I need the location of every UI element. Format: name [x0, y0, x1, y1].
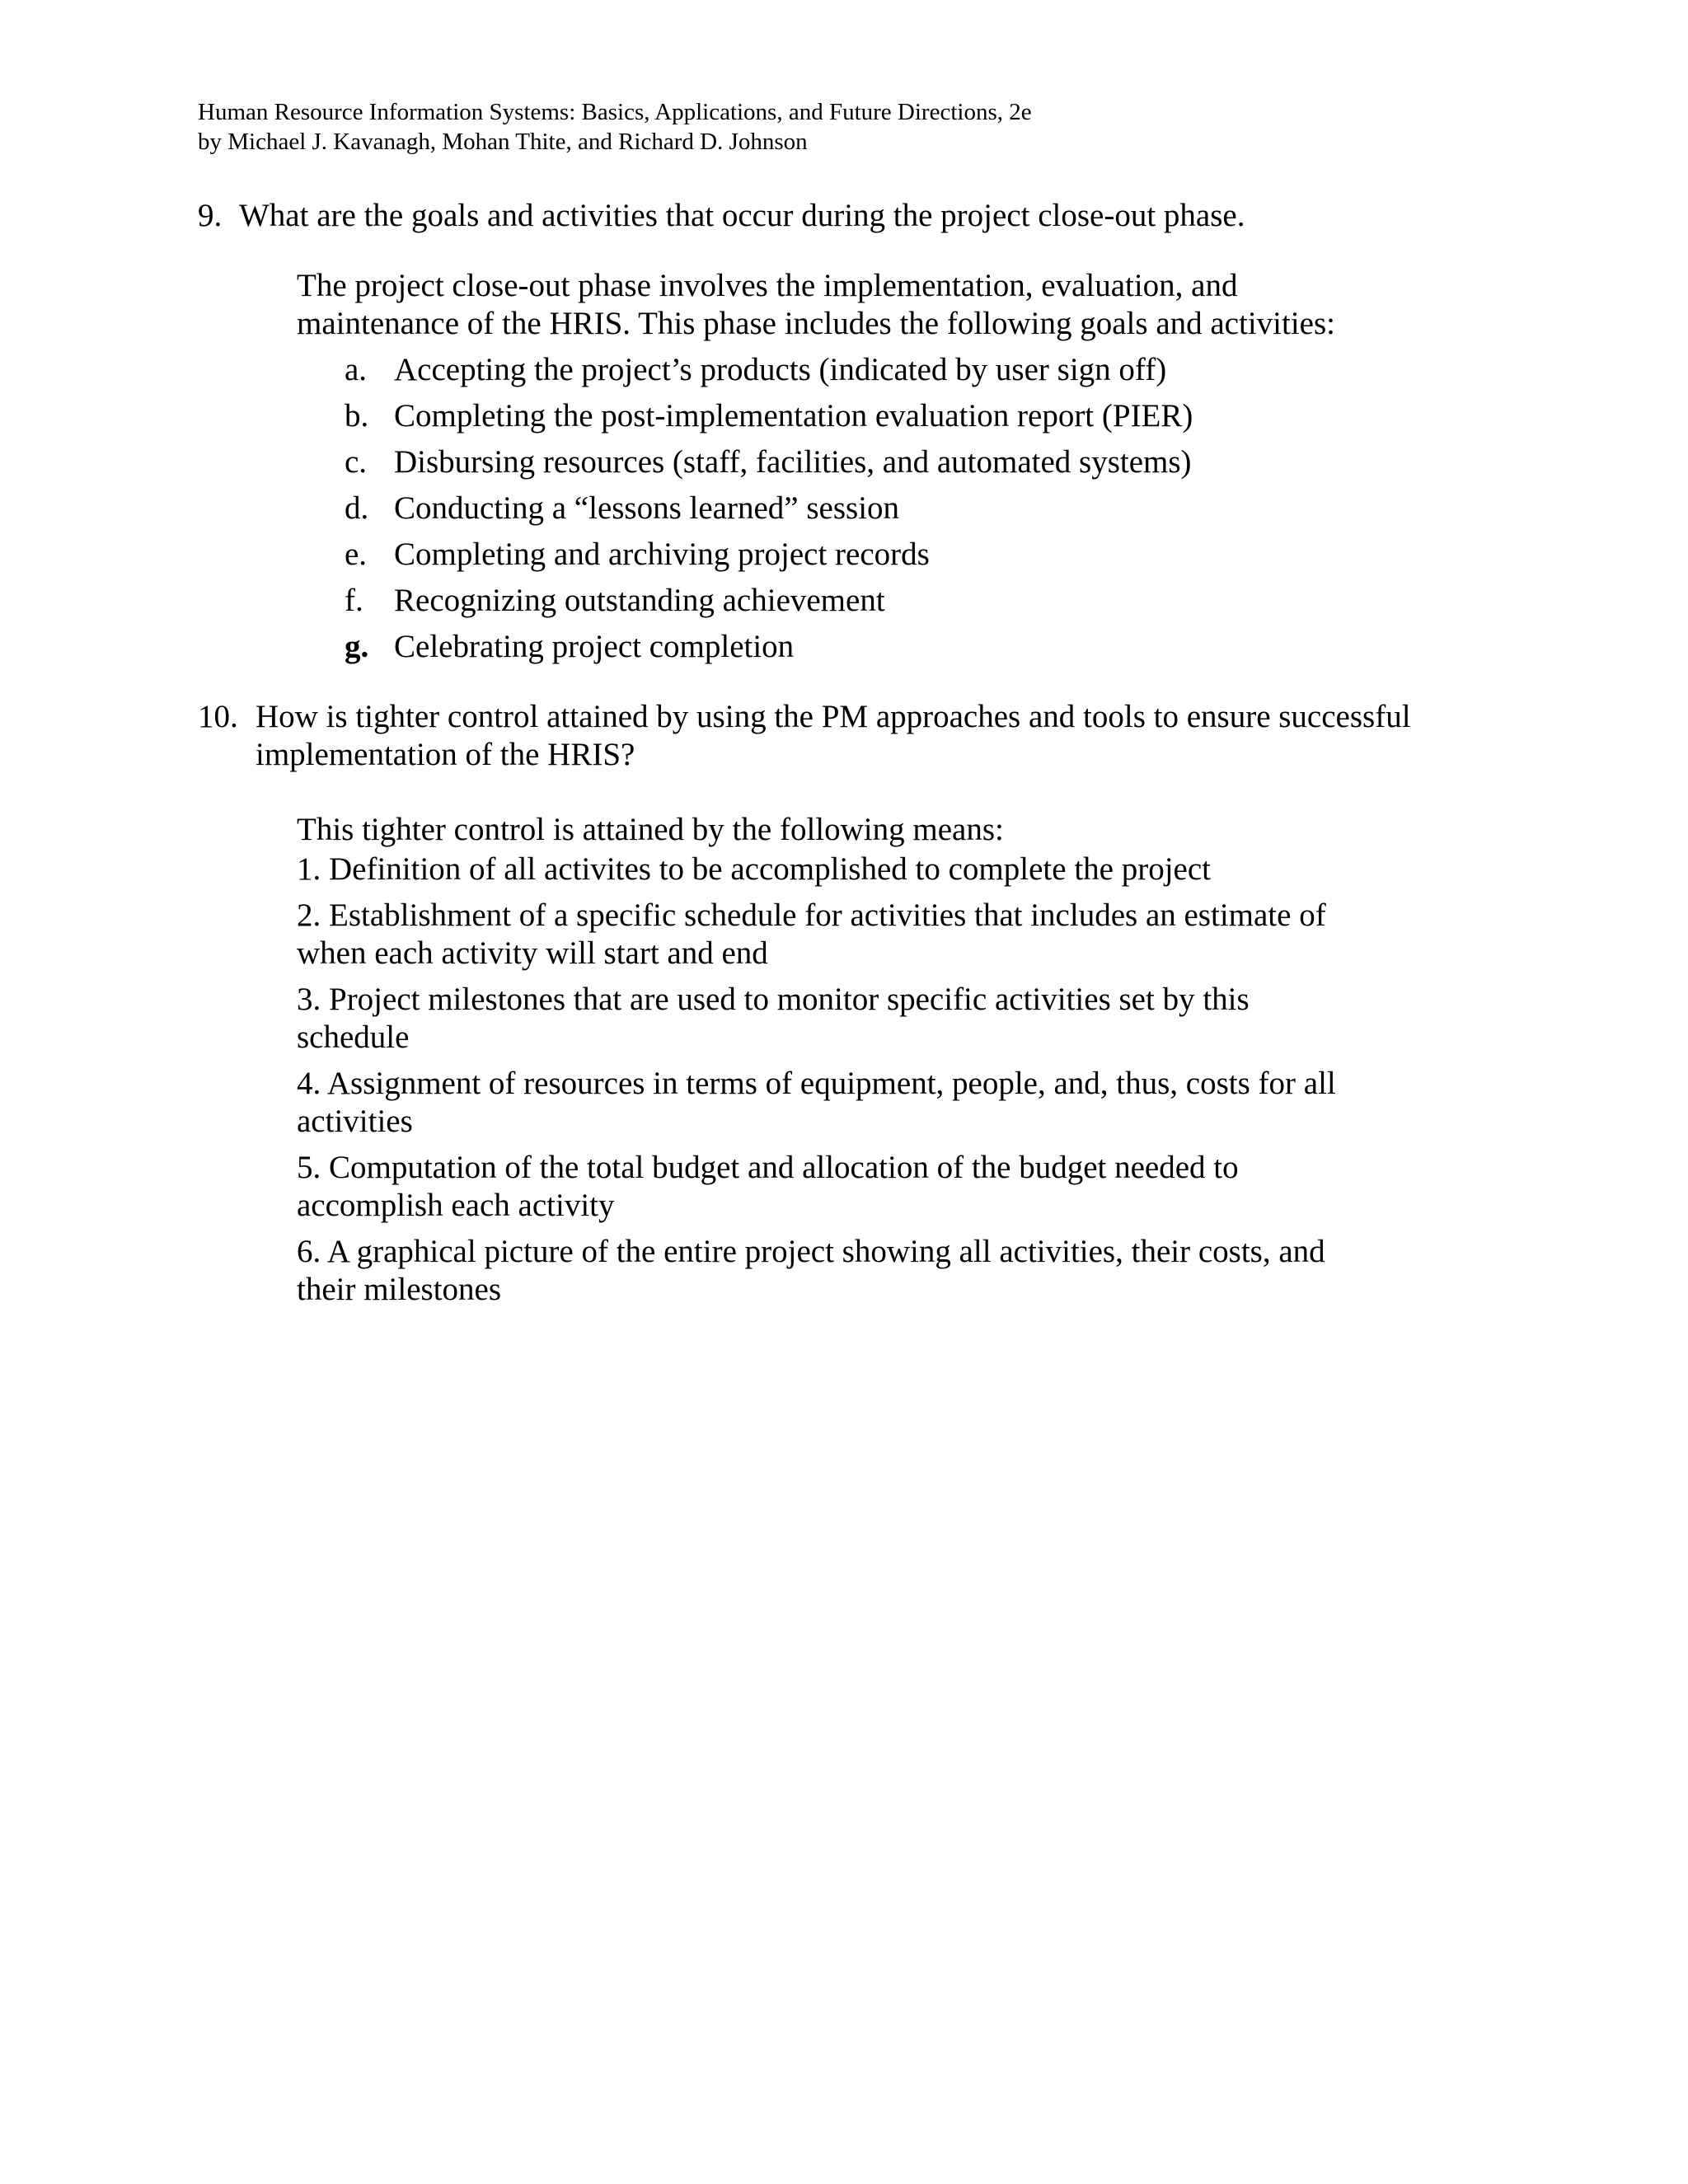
list-item-text: Completing the post-implementation evaluation report (PIER) — [394, 398, 1193, 434]
list-item-line: 3. Project milestones that are used to monitor specific activities set by this — [297, 982, 1250, 1017]
list-item — [297, 1233, 1451, 1309]
list-item-letter: a. — [345, 352, 368, 387]
list-item-line: 2. Establishment of a specific schedule for activities that includes an estimate of — [297, 898, 1326, 933]
list-item-line: when each activity will start and end — [297, 935, 768, 971]
list-item — [297, 490, 1451, 536]
list-item — [297, 351, 1451, 397]
list-item-line: 4. Assignment of resources in terms of equipment, people, and, thus, costs for all — [297, 1066, 1336, 1101]
list-item — [297, 443, 1451, 490]
list-item-line: 1. Definition of all activites to be accomplished to complete the project — [297, 851, 1211, 887]
list-item-letter: c. — [345, 444, 368, 480]
list-item-line: schedule — [297, 1019, 410, 1055]
list-item — [297, 628, 1451, 674]
list-item-letter: e. — [345, 537, 368, 572]
list-item — [297, 897, 1451, 972]
list-item-line: 6. A graphical picture of the entire project showing all activities, their costs, and — [297, 1234, 1325, 1269]
list-item-letter: d. — [345, 490, 369, 526]
list-item — [297, 1065, 1451, 1141]
list-item-line: their milestones — [297, 1272, 502, 1307]
question-9-goal-list — [297, 351, 1451, 674]
list-item-text: Celebrating project completion — [394, 629, 795, 664]
answer-intro-line: This tighter control is attained by the following means: — [297, 812, 1004, 847]
list-item-letter: g. — [345, 629, 369, 664]
question-9-answer-intro — [297, 267, 1451, 343]
list-item-text: Accepting the project’s products (indicated by user sign off) — [394, 352, 1167, 387]
list-item-text: Conducting a “lessons learned” session — [394, 490, 900, 526]
list-item — [297, 536, 1451, 582]
list-item-text: Disbursing resources (staff, facilities, and automated systems) — [394, 444, 1192, 480]
list-item-line: accomplish each activity — [297, 1188, 615, 1223]
question-10-text — [256, 698, 1411, 774]
header-authors: by Michael J. Kavanagh, Mohan Thite, and Richard D. Johnson — [198, 129, 808, 155]
header-book-title: Human Resource Information Systems: Basics, Applications, and Future Directions, 2e — [198, 99, 1032, 125]
list-item — [297, 981, 1451, 1057]
list-item-letter: b. — [345, 398, 369, 434]
list-item-text: Completing and archiving project records — [394, 537, 930, 572]
question-9-text: What are the goals and activities that occur during the project close-out phase. — [239, 198, 1245, 233]
list-item-text: Recognizing outstanding achievement — [394, 583, 885, 618]
answer-intro-line: maintenance of the HRIS. This phase includes the following goals and activities: — [297, 306, 1335, 341]
question-10-line: implementation of the HRIS? — [256, 737, 635, 772]
list-item-letter: f. — [345, 583, 363, 618]
list-item-line: 5. Computation of the total budget and allocation of the budget needed to — [297, 1150, 1239, 1185]
list-item — [297, 397, 1451, 443]
question-9-number: 9. — [198, 198, 223, 233]
list-item — [297, 582, 1451, 628]
list-item-line: activities — [297, 1104, 413, 1139]
question-10-line: How is tighter control attained by using the PM approaches and tools to ensure successful — [256, 699, 1411, 734]
list-item — [297, 1149, 1451, 1225]
page-header — [198, 97, 1517, 157]
answer-intro-line: The project close-out phase involves the implementation, evaluation, and — [297, 268, 1238, 303]
list-item — [297, 851, 1451, 888]
question-10-means-list — [297, 851, 1451, 1317]
question-10-number: 10. — [198, 699, 238, 734]
question-10-answer-intro — [297, 811, 1451, 849]
